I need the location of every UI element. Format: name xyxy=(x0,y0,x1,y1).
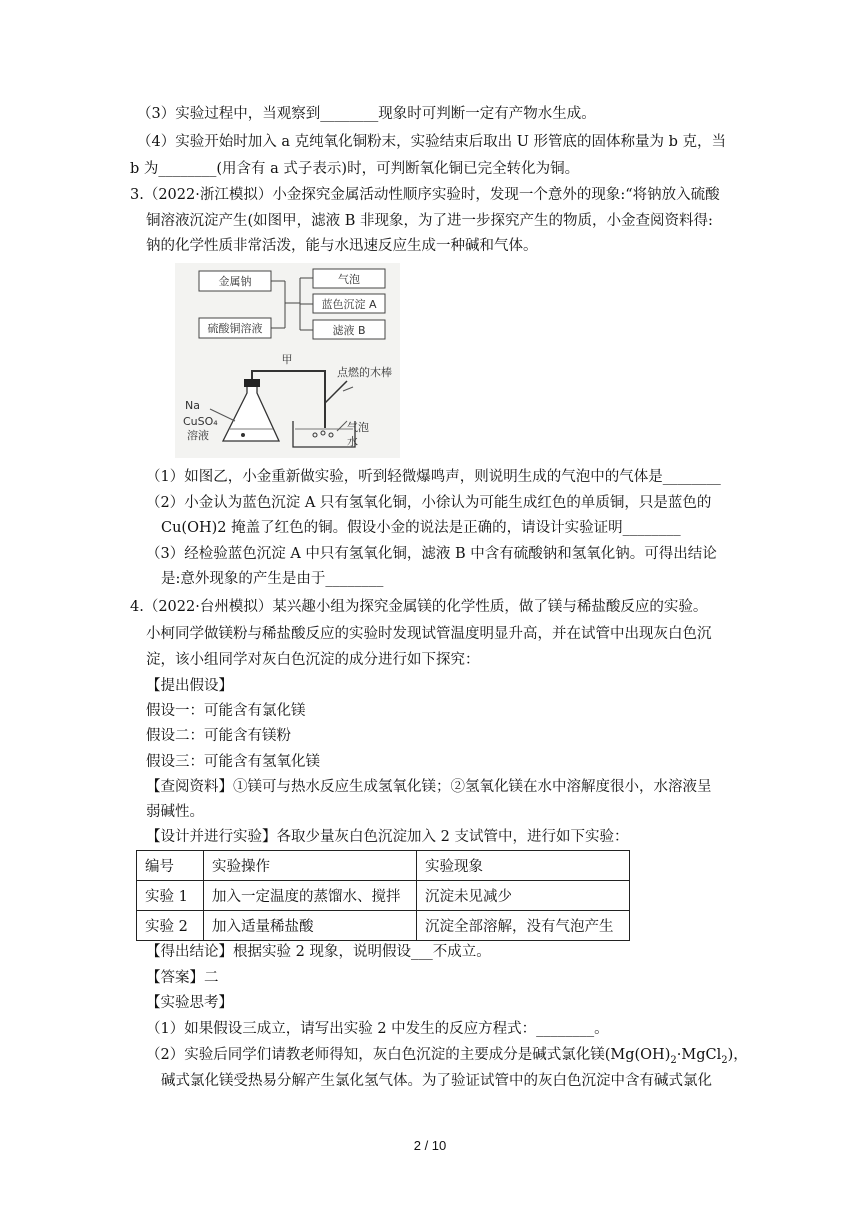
text-line: 【设计并进行实验】各取少量灰白色沉淀加入 2 支试管中，进行如下实验： xyxy=(146,829,629,845)
table-cell: 沉淀未见减少 xyxy=(417,881,630,911)
text-segment: （2）实验后同学们请教老师得知，灰白色沉淀的主要成分是碱式氯化镁(Mg(OH) xyxy=(146,1047,671,1063)
text-line xyxy=(146,1045,748,1071)
text-line: 假设三：可能含有氢氧化镁 xyxy=(146,754,320,770)
subscript: 2 xyxy=(670,1054,677,1066)
section-heading: 【实验思考】 xyxy=(146,995,233,1011)
diagram-caption: 甲 xyxy=(281,353,293,366)
table-header-row xyxy=(137,851,630,881)
page-number: 2 / 10 xyxy=(413,1138,447,1153)
diagram-label: 气泡 xyxy=(347,421,369,434)
burning-stick xyxy=(325,381,347,403)
stopper xyxy=(244,379,260,387)
subscript: 2 xyxy=(721,1054,728,1066)
text-line: 弱碱性。 xyxy=(146,804,204,820)
table-header-cell: 编号 xyxy=(137,851,204,881)
table-header-cell: 实验操作 xyxy=(204,851,417,881)
text-line: 【得出结论】根据实验 2 现象，说明假设___不成立。 xyxy=(146,944,491,960)
text-line: 是:意外现象的产生是由于________ xyxy=(161,571,384,587)
diagram-label: 滤液 B xyxy=(332,324,366,337)
text-line: （4）实验开始时加入 a 克纯氧化铜粉末，实验结束后取出 U 形管底的固体称量为 b 克，当 xyxy=(137,134,727,150)
diagram-label: 金属钠 xyxy=(218,275,252,288)
experiment-figure xyxy=(175,263,400,458)
text-line: 小柯同学做镁粉与稀盐酸反应的实验时发现试管温度明显升高，并在试管中出现灰白色沉 xyxy=(146,626,712,642)
experiment-table xyxy=(136,850,630,941)
table-cell: 加入适量稀盐酸 xyxy=(204,911,417,941)
text-line: 【查阅资料】①镁可与热水反应生成氢氧化镁；②氢氧化镁在水中溶解度很小，水溶液呈 xyxy=(146,779,712,795)
diagram-label: 点燃的木棒 xyxy=(337,366,392,379)
text-line: （2）小金认为蓝色沉淀 A 只有氢氧化铜，小徐认为可能生成红色的单质铜，只是蓝色的 xyxy=(146,495,712,511)
text-line: b 为________(用含有 a 式子表示)时，可判断氧化铜已完全转化为铜。 xyxy=(130,161,580,177)
question-3-title: 3.（2022·浙江模拟）小金探究金属活动性顺序实验时，发现一个意外的现象:“将钠放入硫酸 xyxy=(130,187,720,203)
text-line: （3）经检验蓝色沉淀 A 中只有氢氧化铜，滤液 B 中含有硫酸钠和氢氧化钠。可得出结论 xyxy=(146,546,717,562)
text-line: 淀，该小组同学对灰白色沉淀的成分进行如下探究： xyxy=(146,652,480,668)
table-row xyxy=(137,911,630,941)
diagram-label: 硫酸铜溶液 xyxy=(207,322,263,335)
text-line: （1）如图乙，小金重新做实验，听到轻微爆鸣声，则说明生成的气泡中的气体是________ xyxy=(146,469,721,485)
text-line: 假设二：可能含有镁粉 xyxy=(146,728,291,744)
diagram-label: 气泡 xyxy=(338,273,360,286)
table-header-cell: 实验现象 xyxy=(417,851,630,881)
text-line: 铜溶液沉淀产生(如图甲，滤液 B 非现象，为了进一步探究产生的物质，小金查阅资料得: xyxy=(146,213,713,229)
table-cell: 实验 2 xyxy=(137,911,204,941)
text-line: （3）实验过程中，当观察到________现象时可判断一定有产物水生成。 xyxy=(137,106,596,122)
text-segment: ·MgCl xyxy=(676,1047,722,1063)
table-cell: 加入一定温度的蒸馏水、搅拌 xyxy=(204,881,417,911)
table-row xyxy=(137,881,630,911)
text-line: （1）如果假设三成立，请写出实验 2 中发生的反应方程式：________。 xyxy=(146,1021,609,1037)
diagram-label: 蓝色沉淀 A xyxy=(321,298,377,311)
diagram-label: CuSO₄ xyxy=(183,415,218,428)
answer-line: 【答案】二 xyxy=(146,970,219,986)
text-line: 假设一：可能含有氯化镁 xyxy=(146,703,306,719)
table-cell: 沉淀全部溶解，没有气泡产生 xyxy=(417,911,630,941)
text-line: 碱式氯化镁受热易分解产生氯化氢气体。为了验证试管中的灰白色沉淀中含有碱式氯化 xyxy=(161,1073,712,1089)
question-4-title: 4.（2022·台州模拟）某兴趣小组为探究金属镁的化学性质，做了镁与稀盐酸反应的实验。 xyxy=(130,599,708,615)
text-line: 钠的化学性质非常活泼，能与水迅速反应生成一种碱和气体。 xyxy=(146,238,538,254)
conical-flask xyxy=(223,385,279,441)
diagram-label: 溶液 xyxy=(187,429,209,442)
diagram-label: 水 xyxy=(347,435,358,448)
section-heading: 【提出假设】 xyxy=(146,678,233,694)
table-cell: 实验 1 xyxy=(137,881,204,911)
text-segment: )， xyxy=(727,1047,748,1063)
diagram-label: Na xyxy=(185,399,200,412)
text-line: Cu(OH)2 掩盖了红色的铜。假设小金的说法是正确的，请设计实验证明________ xyxy=(161,520,681,536)
